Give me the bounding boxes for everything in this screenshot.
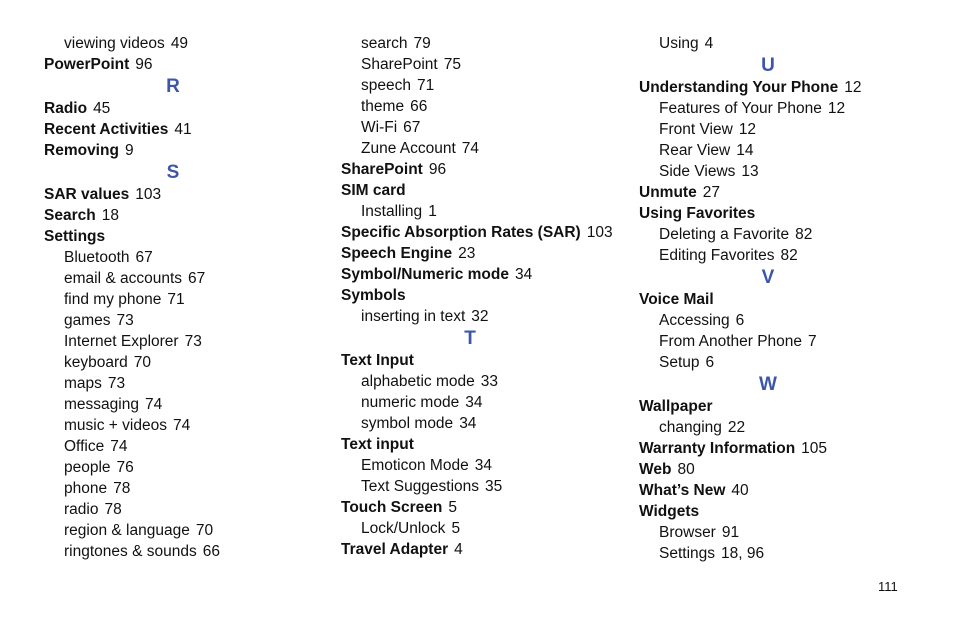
index-entry — [639, 77, 909, 98]
index-page-ref[interactable]: 49 — [170, 35, 189, 52]
index-page-ref[interactable]: 82 — [780, 247, 798, 264]
index-term: Warranty Information — [639, 440, 796, 457]
index-term: keyboard — [64, 354, 128, 371]
index-letter-heading: R — [166, 76, 180, 97]
index-page-ref[interactable]: 96 — [135, 56, 153, 73]
index-entry — [44, 140, 314, 161]
index-term: Zune Account — [361, 140, 456, 157]
index-subentry — [639, 522, 909, 543]
index-column-3 — [639, 33, 909, 564]
index-term: Lock/Unlock — [361, 520, 446, 537]
index-entry — [341, 539, 611, 560]
index-subentry — [341, 96, 611, 117]
index-term: Bluetooth — [64, 249, 130, 266]
index-term: What’s New — [639, 482, 726, 499]
index-term: Setup — [659, 354, 700, 371]
index-subentry — [44, 268, 314, 289]
index-page-ref[interactable]: 70 — [133, 354, 152, 371]
index-term: Wi-Fi — [361, 119, 398, 136]
index-letter-heading: W — [759, 374, 777, 395]
index-term: Editing Favorites — [659, 247, 775, 264]
index-term: inserting in text — [361, 308, 466, 325]
index-term: phone — [64, 480, 108, 497]
index-term: symbol mode — [361, 415, 454, 432]
index-subentry — [341, 518, 611, 539]
index-page-ref[interactable]: 66 — [410, 98, 428, 115]
index-subentry — [639, 417, 909, 438]
index-term: Browser — [659, 524, 716, 541]
index-page-ref[interactable]: 14 — [736, 142, 754, 159]
index-page-ref[interactable]: 18 — [101, 207, 119, 224]
index-subentry — [341, 75, 611, 96]
index-subentry — [639, 331, 909, 352]
index-entry — [341, 497, 611, 518]
index-entry — [341, 264, 611, 285]
index-subentry — [341, 33, 611, 54]
index-term: Installing — [361, 203, 423, 220]
index-term: music + videos — [64, 417, 167, 434]
index-page-ref[interactable]: 66 — [202, 543, 220, 560]
index-term: Widgets — [639, 503, 700, 520]
index-page-ref[interactable]: 6 — [735, 312, 745, 329]
index-term: Accessing — [659, 312, 730, 329]
index-page-ref[interactable]: 34 — [465, 394, 483, 411]
index-subentry — [44, 394, 314, 415]
index-entry — [639, 289, 909, 310]
index-subentry — [639, 310, 909, 331]
index-term: Web — [639, 461, 672, 478]
index-column-1 — [44, 33, 314, 562]
index-page-ref[interactable]: 103 — [135, 186, 162, 203]
index-subentry — [639, 161, 909, 182]
index-entry — [639, 438, 909, 459]
index-entry — [341, 180, 611, 201]
index-page-ref[interactable]: 34 — [474, 457, 492, 474]
index-term: alphabetic mode — [361, 373, 475, 390]
index-term: people — [64, 459, 111, 476]
index-page-ref[interactable]: 74 — [461, 140, 480, 157]
index-subentry — [639, 98, 909, 119]
index-subentry — [341, 371, 611, 392]
index-page-ref[interactable]: 80 — [677, 461, 695, 478]
index-term: Using Favorites — [639, 205, 756, 222]
index-term: Side Views — [659, 163, 736, 180]
index-entry — [341, 434, 611, 455]
index-entry — [44, 205, 314, 226]
index-page-ref[interactable]: 18, 96 — [721, 545, 765, 562]
index-subentry — [44, 520, 314, 541]
index-term: Emoticon Mode — [361, 457, 469, 474]
index-page-ref[interactable]: 12 — [827, 100, 846, 117]
index-entry — [639, 203, 909, 224]
index-term: email & accounts — [64, 270, 183, 287]
index-entry — [639, 396, 909, 417]
index-page-ref[interactable]: 74 — [110, 438, 128, 455]
index-page-ref[interactable]: 105 — [801, 440, 828, 457]
index-subentry — [639, 224, 909, 245]
index-page-ref[interactable]: 22 — [727, 419, 746, 436]
index-entry — [341, 243, 611, 264]
index-term: theme — [361, 98, 405, 115]
index-letter-heading: U — [761, 55, 775, 76]
index-column-2 — [341, 33, 611, 560]
index-term: Internet Explorer — [64, 333, 179, 350]
index-term: Understanding Your Phone — [639, 79, 839, 96]
index-subentry — [44, 478, 314, 499]
index-term: changing — [659, 419, 722, 436]
index-term: speech — [361, 77, 411, 94]
index-subentry — [44, 415, 314, 436]
index-entry — [341, 285, 611, 306]
index-term: SAR values — [44, 186, 130, 203]
index-page-ref[interactable]: 67 — [135, 249, 153, 266]
index-entry — [639, 501, 909, 522]
index-subentry — [44, 457, 314, 478]
index-page-ref[interactable]: 13 — [741, 163, 759, 180]
index-page-ref[interactable]: 79 — [413, 35, 431, 52]
index-subentry — [341, 455, 611, 476]
index-page-ref[interactable]: 32 — [471, 308, 489, 325]
index-term: Recent Activities — [44, 121, 169, 138]
index-term: PowerPoint — [44, 56, 130, 73]
index-term: search — [361, 35, 408, 52]
index-subentry — [341, 201, 611, 222]
index-subentry — [44, 436, 314, 457]
index-entry — [44, 98, 314, 119]
index-entry — [341, 159, 611, 180]
index-page-ref[interactable]: 23 — [458, 245, 476, 262]
index-term: viewing videos — [64, 35, 165, 52]
index-subentry — [639, 33, 909, 54]
index-page-ref[interactable]: 73 — [116, 312, 134, 329]
index-entry — [639, 480, 909, 501]
index-letter-heading: V — [761, 267, 775, 288]
index-term: Travel Adapter — [341, 541, 449, 558]
index-entry — [341, 222, 611, 243]
index-entry — [44, 226, 314, 247]
index-page-ref[interactable]: 67 — [403, 119, 421, 136]
index-term: ringtones & sounds — [64, 543, 197, 560]
index-term: Settings — [44, 228, 106, 245]
index-page-ref[interactable]: 45 — [93, 100, 111, 117]
index-term: SIM card — [341, 182, 406, 199]
index-page-ref[interactable]: 103 — [586, 224, 613, 241]
index-entry — [44, 54, 314, 75]
page-number: 111 — [878, 579, 898, 594]
index-letter-heading: S — [166, 162, 180, 183]
index-term: Voice Mail — [639, 291, 714, 308]
index-subentry — [44, 289, 314, 310]
index-subentry — [341, 138, 611, 159]
index-term: Touch Screen — [341, 499, 443, 516]
index-term: Features of Your Phone — [659, 100, 822, 117]
index-subentry — [44, 247, 314, 268]
index-term: Using — [659, 35, 699, 52]
index-term: Text Input — [341, 352, 414, 369]
index-subentry — [639, 140, 909, 161]
index-page-ref[interactable]: 4 — [704, 35, 714, 52]
index-subentry — [44, 310, 314, 331]
index-page-ref[interactable]: 12 — [844, 79, 862, 96]
index-term: Speech Engine — [341, 245, 453, 262]
index-term: games — [64, 312, 111, 329]
index-page-ref[interactable]: 33 — [480, 373, 498, 390]
index-term: numeric mode — [361, 394, 460, 411]
index-term: Removing — [44, 142, 119, 159]
index-page-ref[interactable]: 96 — [428, 161, 447, 178]
index-page-ref[interactable]: 27 — [702, 184, 720, 201]
index-page-ref[interactable]: 78 — [113, 480, 131, 497]
index-subentry — [44, 541, 314, 562]
index-term: Symbols — [341, 287, 406, 304]
index-page-ref[interactable]: 67 — [188, 270, 206, 287]
index-term: messaging — [64, 396, 139, 413]
index-entry — [639, 459, 909, 480]
index-term: SharePoint — [341, 161, 423, 178]
index-page-ref[interactable]: 70 — [195, 522, 214, 539]
index-subentry — [341, 117, 611, 138]
index-term: radio — [64, 501, 99, 518]
index-page-ref[interactable]: 9 — [124, 142, 134, 159]
index-subentry — [639, 245, 909, 266]
index-term: Symbol/Numeric mode — [341, 266, 509, 283]
index-subentry — [341, 54, 611, 75]
index-term: Search — [44, 207, 96, 224]
index-term: Unmute — [639, 184, 697, 201]
index-subentry — [341, 413, 611, 434]
index-term: Office — [64, 438, 105, 455]
index-term: Settings — [659, 545, 716, 562]
index-letter-heading: T — [464, 328, 476, 349]
index-page-ref[interactable]: 5 — [451, 520, 461, 537]
index-page-ref[interactable]: 78 — [104, 501, 122, 518]
index-term: Radio — [44, 100, 88, 117]
index-term: region & language — [64, 522, 190, 539]
index-page-ref[interactable]: 41 — [174, 121, 192, 138]
index-term: Deleting a Favorite — [659, 226, 790, 243]
index-term: Text input — [341, 436, 414, 453]
index-subentry — [341, 392, 611, 413]
index-subentry — [44, 373, 314, 394]
index-term: Rear View — [659, 142, 731, 159]
index-subentry — [639, 119, 909, 140]
index-term: maps — [64, 375, 102, 392]
index-page-ref[interactable]: 91 — [721, 524, 740, 541]
index-subentry — [44, 33, 314, 54]
index-term: SharePoint — [361, 56, 438, 73]
index-page-ref[interactable]: 1 — [428, 203, 437, 220]
index-entry — [44, 184, 314, 205]
index-entry — [44, 119, 314, 140]
index-entry — [639, 182, 909, 203]
index-page-ref[interactable]: 74 — [144, 396, 163, 413]
index-page-ref[interactable]: 75 — [443, 56, 461, 73]
index-page-ref[interactable]: 7 — [808, 333, 817, 350]
index-term: Text Suggestions — [361, 478, 480, 495]
index-subentry — [341, 476, 611, 497]
index-subentry — [44, 331, 314, 352]
index-term: Specific Absorption Rates (SAR) — [341, 224, 581, 241]
index-term: Front View — [659, 121, 733, 138]
index-page-ref[interactable]: 71 — [167, 291, 185, 308]
index-page-ref[interactable]: 35 — [485, 478, 503, 495]
index-page-ref[interactable]: 76 — [116, 459, 134, 476]
index-page-ref[interactable]: 74 — [172, 417, 191, 434]
index-page-ref[interactable]: 34 — [514, 266, 533, 283]
index-term: Wallpaper — [639, 398, 713, 415]
index-page-ref[interactable]: 34 — [459, 415, 477, 432]
index-page-ref[interactable]: 40 — [731, 482, 749, 499]
index-page-ref[interactable]: 73 — [107, 375, 126, 392]
index-page-ref[interactable]: 73 — [184, 333, 202, 350]
index-page-ref[interactable]: 6 — [705, 354, 715, 371]
index-subentry — [639, 543, 909, 564]
index-subentry — [341, 306, 611, 327]
index-page-ref[interactable]: 12 — [738, 121, 757, 138]
index-term: From Another Phone — [659, 333, 803, 350]
index-page-ref[interactable]: 71 — [416, 77, 435, 94]
index-page-ref[interactable]: 4 — [454, 541, 463, 558]
index-subentry — [639, 352, 909, 373]
index-subentry — [44, 499, 314, 520]
index-page-ref[interactable]: 82 — [795, 226, 813, 243]
index-page-ref[interactable]: 5 — [448, 499, 457, 516]
index-entry — [341, 350, 611, 371]
index-term: find my phone — [64, 291, 162, 308]
index-subentry — [44, 352, 314, 373]
